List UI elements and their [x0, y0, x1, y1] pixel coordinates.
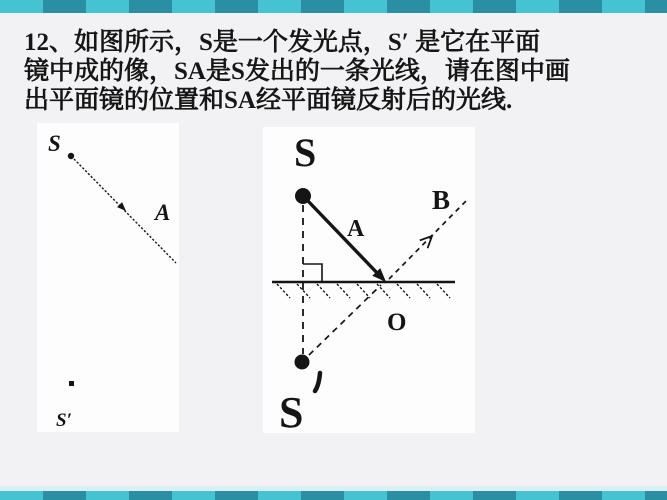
image-point-dot — [295, 355, 310, 370]
question-line-3: 出平面镜的位置和SA经平面镜反射后的光线. — [24, 87, 513, 114]
answer-diagram-panel — [263, 127, 475, 433]
source-point-dot — [68, 153, 74, 159]
answer-diagram — [263, 127, 475, 433]
image-point-dot — [69, 381, 74, 386]
mirror-point-label: O — [387, 309, 407, 336]
reflected-point-label: B — [432, 185, 451, 215]
image-prime-mark — [315, 373, 320, 391]
problem-diagram — [37, 123, 179, 432]
image-ray-extension-line — [309, 285, 381, 355]
question-text — [24, 28, 649, 115]
source-point-label: S — [294, 130, 317, 175]
right-angle-mark — [303, 264, 322, 281]
incident-point-label: A — [347, 216, 365, 242]
image-point-label: S — [279, 388, 304, 433]
ray-point-label: A — [155, 200, 171, 225]
reflected-ray-line — [389, 200, 467, 279]
image-point-label: S′ — [56, 410, 72, 431]
question-line-1: 12、如图所示，S是一个发光点，S′ 是它在平面 — [24, 29, 541, 56]
decorative-border-bottom — [0, 491, 667, 500]
question-line-2: 镜中成的像，SA是S发出的一条光线，请在图中画 — [24, 58, 570, 85]
decorative-border-top — [0, 0, 667, 13]
ray-arrowhead — [117, 202, 126, 211]
problem-diagram-panel — [37, 123, 179, 432]
source-point-label: S — [48, 131, 61, 156]
